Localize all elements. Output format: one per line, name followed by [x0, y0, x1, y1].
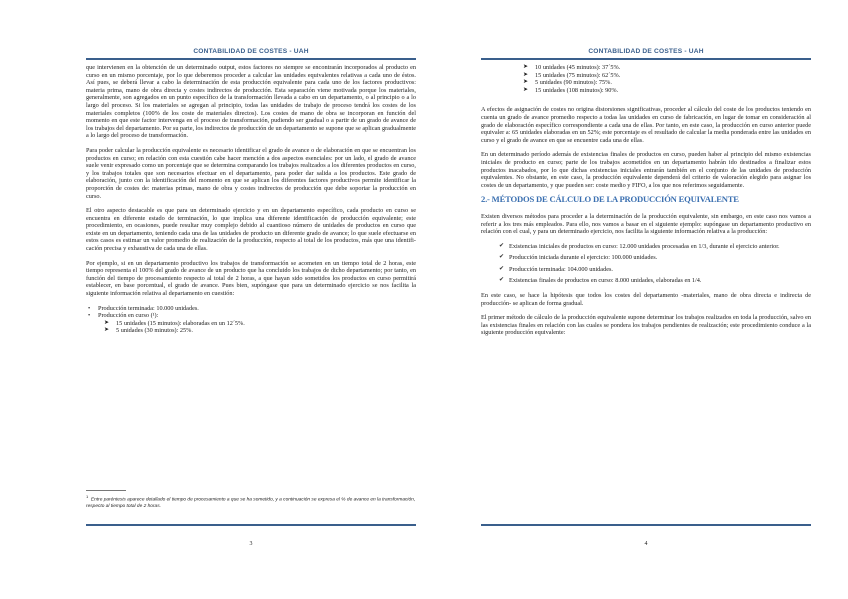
- sub-list-item: ➤ 15 unidades (75 minutos): 62´5%.: [481, 72, 811, 80]
- sub-list-item: ➤ 5 unidades (90 minutos): 75%.: [481, 79, 811, 87]
- header-rule: [86, 58, 416, 60]
- footnote: [86, 494, 416, 510]
- section-heading: 2.- MÉTODOS DE CÁLCULO DE LA PRODUCCIÓN EQUIVALENTE: [481, 194, 739, 205]
- paragraph: En un determinado período además de existencias finales de productos en curso, pueden haber al principio del mismo existencias iniciales de producto en curso; parte de los trabajos acometidos en un departamento habrán ido destinados a finalizar estos productos inacabados, por lo que dichas existencias iniciales entrarán también en el conjunto de las unidades de producción equivalentes. No obstante, en este caso, la producción equivalente dependerá del criterio de valoración elegido para asignar los costes de un departamento, y que pueden ser: coste medio y FIFO, a los que nos referimos seguidamente.: [481, 151, 811, 189]
- list-item-text: Producción en curso (¹):: [98, 312, 159, 320]
- check-item: ✔ Producción terminada: 104.000 unidades.: [481, 266, 811, 274]
- page-number: 3: [249, 541, 253, 547]
- footnote-marker: 1: [86, 494, 89, 499]
- check-item: ✔ Existencias finales de productos en curso: 8.000 unidades, elaboradas en 1/4.: [481, 277, 811, 285]
- sub-list-item: ➤ 15 unidades (108 minutos): 90%.: [481, 87, 811, 95]
- page-right: [481, 0, 811, 599]
- bullet-list: [86, 305, 416, 335]
- check-item: ✔ Producción iniciada durante el ejercicio: 100.000 unidades.: [481, 254, 811, 262]
- running-header: CONTABILIDAD DE COSTES - UAH: [193, 48, 309, 55]
- paragraph: Existen diversos métodos para proceder a la determinación de la producción equivalente, sin embargo, en este caso nos vamos a referir a los tres más empleados. Para ello, nos vamos a basar en el siguiente ejemplo: supóngase un departamento productivo en relación con el cual, y para un determinado ejercicio, nos facilita la siguiente información relativa a la producción:: [481, 212, 811, 236]
- footnote-text: Entre paréntesis aparece detallado el tiempo de procesamiento a que se ha sometido, y a continuación se expresa el % de avance en la transformación, respecto al tiempo total de 2 horas.: [86, 497, 416, 509]
- page-body: [481, 64, 811, 344]
- check-item: ✔ Existencias iniciales de productos en curso: 12.000 unidades procesadas en 1/3, durante el ejercicio anterior.: [481, 243, 811, 251]
- paragraph: A efectos de asignación de costes no origina distorsiones significativas, proceder al cálculo del coste de los productos teniendo en cuenta un grado de avance promedio respecto a todas las unidades en curso de fabricación, en lugar de tomar en consideración al grado de elaboración específico correspondiente a cada una de ellas. Por tanto, en este caso, la producción en curso anterior puede equivaler a: 65 unidades elaboradas en un 52%; este porcentaje es el resultado de calcular la media ponderada entre las unidades en curso y el grado de avance en que se encuentre cada una de ellas.: [481, 106, 811, 144]
- list-item: • Producción terminada: 10.000 unidades.: [86, 305, 416, 313]
- footer-rule: [86, 524, 416, 526]
- paragraph: En este caso, se hace la hipótesis que todos los costes del departamento -materiales, mano de obra directa e indirecta de producción- se aplican de forma gradual.: [481, 292, 811, 307]
- paragraph: Por ejemplo, si en un departamento productivo los trabajos de transformación se acometen en un tiempo total de 2 horas, este tiempo representa el 100% del grado de avance de un producto que ha concluido los trabajos de dicho departamento; por tanto, en función del tiempo de procesamiento respecto al total de 2 horas, a que hayan sido sometidos los productos en curso permitirá establecer, en base porcentual, el grado de avance. Pues bien, supóngase que para un determinado ejercicio se nos facilita la siguiente información relativa al departamento en cuestión:: [86, 259, 416, 298]
- paragraph: que intervienen en la obtención de un determinado output, estos factores no siempre se encontrarán incorporados al producto en curso en un mismo porcentaje, por lo que deberemos proceder a calcular las unidades equivalentes relativas a cada uno de éstos. Así pues, se deberá llevar a cabo la determinación de esta producción equivalente para cada uno de los factores productivos: materia prima, mano de obra directa y costes indirectos de producción. Esta separación viene motivada porque los materiales, generalmente, son agregados en un punto específico de la transformación llevada a cabo en un departamento, o al principio o a lo largo del proceso. Si los materiales se agregan al principio, todas las unidades de trabajo de proceso tendrá los costes de los materiales completos (100% de los coste de materiales directos). Los costes de mano de obra se incorporan en función del momento en que este factor intervenga en el proceso de transformación, pudiendo ser gradual o a partir de un grado de avance de los trabajos del departamento. Por su parte, los indirectos de producción de un departamento se supone que se aplican gradualmente a lo largo del proceso de transformación.: [86, 64, 416, 140]
- bullet-list: [481, 64, 811, 94]
- running-header: CONTABILIDAD DE COSTES - UAH: [588, 48, 704, 55]
- footer-rule: [481, 524, 811, 526]
- list-item: [86, 312, 416, 320]
- page-body: [86, 64, 416, 342]
- sub-list-item: ➤ 15 unidades (15 minutos): elaboradas en un 12´5%.: [86, 320, 416, 328]
- paragraph: El otro aspecto destacable es que para un determinado ejercicio y en un departamento específico, cada producto en curso se encuentra en diferente estado de terminación, lo que implica una diferente identificación de producción equivalente; este procedimiento, en ocasiones, puede resultar muy complejo debido al cuantioso número de unidades de productos en curso que existe en un departamento, teniendo cada una de las unidades de producto un diferente grado de avance; lo que suele efectuarse en estos casos es estimar un valor promedio de realización de la producción, respecto al total de los productos, más que una identificación precisa y exhaustiva de cada una de ellas.: [86, 207, 416, 253]
- footnote-rule: [86, 490, 126, 491]
- sub-list-item: ➤ 10 unidades (45 minutos): 37´5%.: [481, 64, 811, 72]
- paragraph: El primer método de cálculo de la producción equivalente supone determinar los trabajos realizados en toda la producción, salvo en las existencias finales en relación con las cuales se pondera los trabajos pendientes de realización; este procedimiento conduce a la siguiente producción equivalente:: [481, 314, 811, 337]
- page-number: 4: [644, 541, 648, 547]
- header-rule: [481, 58, 811, 60]
- check-list: [481, 243, 811, 285]
- paragraph: Para poder calcular la producción equivalente es necesario identificar el grado de avance o de elaboración en que se encuentran los productos en curso; en relación con esta cuestión cabe hacer mención a dos aspectos esenciales: por un lado, el grado de avance suele venir expresado como un porcentaje que se determina comparando los trabajos realizados a los diferentes productos en curso, y los trabajos totales que son necesarios efectuar en el departamento, para poder dar salida a los productos. Este grado de elaboración, junto con la identificación del momento en que se aplican los diferentes factores productivos permite identificar la proporción de costes de: materias primas, mano de obra y costes indirectos de producción que debe soportar la producción en curso.: [86, 146, 416, 200]
- page-left: [86, 0, 416, 599]
- sub-list-item: ➤ 5 unidades (30 minutos): 25%.: [86, 327, 416, 335]
